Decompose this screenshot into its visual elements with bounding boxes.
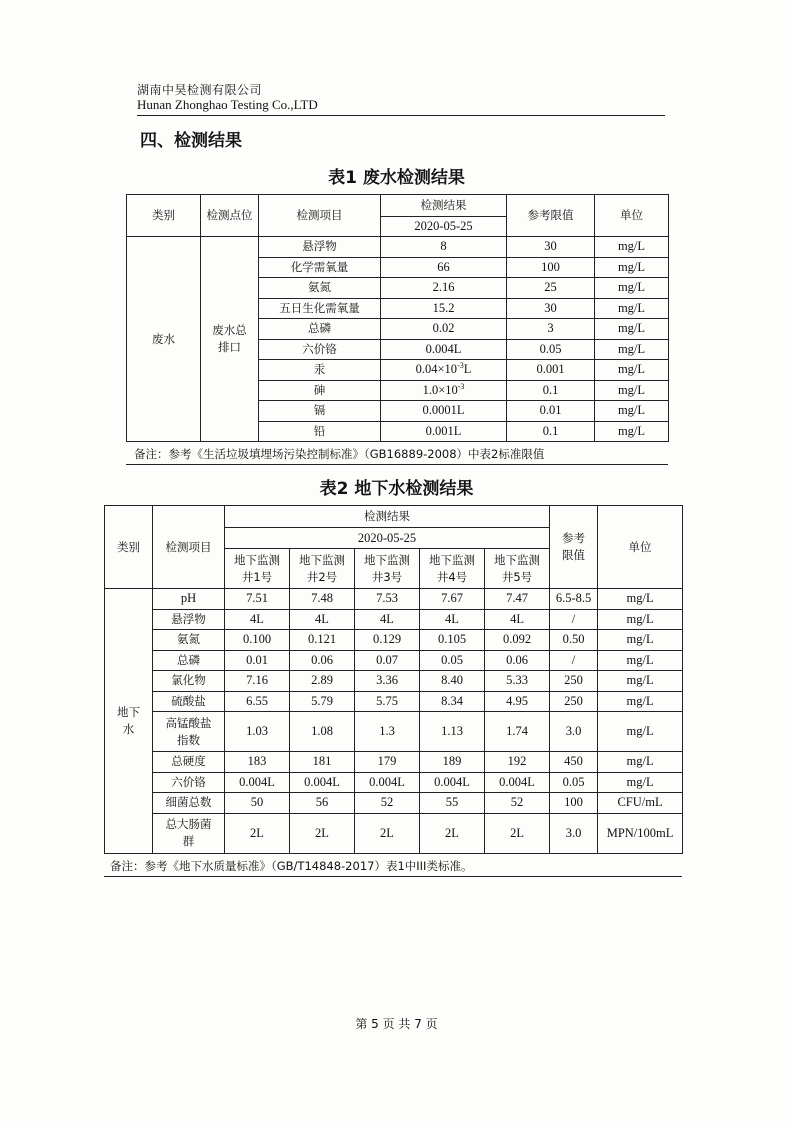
unit-cell: CFU/mL xyxy=(598,793,683,814)
value-cell: 0.004L xyxy=(420,772,485,793)
unit-cell: mg/L xyxy=(595,380,669,401)
limit-cell: 250 xyxy=(550,691,598,712)
table-row xyxy=(105,752,683,773)
unit-cell: mg/L xyxy=(595,339,669,360)
point-cell: 废水总排口 xyxy=(201,237,259,442)
value-cell: 0.001L xyxy=(381,421,507,442)
limit-cell: 3 xyxy=(507,319,595,340)
header-well-5: 地下监测井5号 xyxy=(485,549,550,589)
value-cell: 0.092 xyxy=(485,630,550,651)
value-cell: 50 xyxy=(225,793,290,814)
unit-cell: MPN/100mL xyxy=(598,813,683,853)
value-cell: 1.74 xyxy=(485,712,550,752)
unit-cell: mg/L xyxy=(595,278,669,299)
value-cell: 7.53 xyxy=(355,589,420,610)
value-cell: 2.16 xyxy=(381,278,507,299)
value-base: 1.0×10 xyxy=(422,382,458,397)
unit-cell: mg/L xyxy=(595,237,669,258)
value-cell: 56 xyxy=(290,793,355,814)
value-cell: 2L xyxy=(225,813,290,853)
page-number: 第 5 页 共 7 页 xyxy=(355,1017,438,1031)
company-name-en: Hunan Zhonghao Testing Co.,LTD xyxy=(137,97,318,112)
wastewater-results-table xyxy=(126,194,669,442)
header-result: 检测结果 xyxy=(225,506,550,528)
value-cell: 52 xyxy=(355,793,420,814)
value-cell: 189 xyxy=(420,752,485,773)
item-cell: 六价铬 xyxy=(153,772,225,793)
value-cell: 1.13 xyxy=(420,712,485,752)
header-well-2: 地下监测井2号 xyxy=(290,549,355,589)
value-cell: 0.05 xyxy=(420,650,485,671)
table-row xyxy=(105,691,683,712)
value-cell: 0.004L xyxy=(290,772,355,793)
limit-cell: 0.001 xyxy=(507,360,595,381)
value-cell: 2.89 xyxy=(290,671,355,692)
limit-cell: 0.05 xyxy=(507,339,595,360)
item-cell: 铅 xyxy=(259,421,381,442)
value-cell: 8.34 xyxy=(420,691,485,712)
header-divider xyxy=(137,115,665,116)
value-exponent: -3 xyxy=(457,381,465,391)
limit-cell: 25 xyxy=(507,278,595,299)
value-suffix: L xyxy=(463,362,472,377)
header-item: 检测项目 xyxy=(153,506,225,589)
table1-title: 表1 废水检测结果 xyxy=(328,168,465,188)
value-cell: 55 xyxy=(420,793,485,814)
limit-cell: / xyxy=(550,650,598,671)
value-cell: 0.06 xyxy=(290,650,355,671)
header-unit: 单位 xyxy=(598,506,683,589)
header-category: 类别 xyxy=(127,195,201,237)
limit-cell: 30 xyxy=(507,298,595,319)
value-cell: 8.40 xyxy=(420,671,485,692)
item-cell: 砷 xyxy=(259,380,381,401)
value-cell: 8 xyxy=(381,237,507,258)
item-cell: 镉 xyxy=(259,401,381,422)
value-cell: 7.47 xyxy=(485,589,550,610)
value-cell: 192 xyxy=(485,752,550,773)
header-limit: 参考限值 xyxy=(507,195,595,237)
header-unit: 单位 xyxy=(595,195,669,237)
value-base: 0.04×10 xyxy=(415,362,458,377)
category-cell: 地下水 xyxy=(105,589,153,854)
item-cell: 氨氮 xyxy=(259,278,381,299)
item-cell: 六价铬 xyxy=(259,339,381,360)
unit-cell: mg/L xyxy=(598,671,683,692)
value-cell: 2L xyxy=(420,813,485,853)
unit-cell: mg/L xyxy=(595,360,669,381)
value-cell: 0.100 xyxy=(225,630,290,651)
item-cell: 汞 xyxy=(259,360,381,381)
table-row xyxy=(105,712,683,752)
limit-cell: 250 xyxy=(550,671,598,692)
value-cell: 0.004L xyxy=(381,339,507,360)
item-cell: 总磷 xyxy=(153,650,225,671)
item-cell: pH xyxy=(153,589,225,610)
unit-cell: mg/L xyxy=(598,712,683,752)
item-cell: 高锰酸盐指数 xyxy=(153,712,225,752)
item-cell: 化学需氧量 xyxy=(259,257,381,278)
unit-cell: mg/L xyxy=(598,772,683,793)
value-cell: 0.0001L xyxy=(381,401,507,422)
value-cell: 183 xyxy=(225,752,290,773)
table-row xyxy=(105,772,683,793)
item-cell: 悬浮物 xyxy=(153,609,225,630)
unit-cell: mg/L xyxy=(598,630,683,651)
item-cell: 氨氮 xyxy=(153,630,225,651)
limit-cell: 0.1 xyxy=(507,380,595,401)
table1-note-divider xyxy=(126,464,668,465)
unit-cell: mg/L xyxy=(595,319,669,340)
limit-cell: 0.01 xyxy=(507,401,595,422)
company-name-cn: 湖南中昊检测有限公司 xyxy=(137,83,263,97)
item-cell: 硫酸盐 xyxy=(153,691,225,712)
limit-cell: 0.05 xyxy=(550,772,598,793)
limit-cell: 450 xyxy=(550,752,598,773)
table-row xyxy=(105,793,683,814)
limit-cell: 3.0 xyxy=(550,712,598,752)
value-cell: 4L xyxy=(420,609,485,630)
value-cell: 0.129 xyxy=(355,630,420,651)
header-result: 检测结果 xyxy=(381,195,507,217)
unit-cell: mg/L xyxy=(598,650,683,671)
value-cell: 0.06 xyxy=(485,650,550,671)
value-cell: 4L xyxy=(290,609,355,630)
value-cell: 0.004L xyxy=(355,772,420,793)
value-cell: 5.79 xyxy=(290,691,355,712)
value-cell: 0.105 xyxy=(420,630,485,651)
category-cell: 废水 xyxy=(127,237,201,442)
item-cell: 总大肠菌群 xyxy=(153,813,225,853)
item-cell: 悬浮物 xyxy=(259,237,381,258)
value-cell xyxy=(381,360,507,381)
value-cell: 4.95 xyxy=(485,691,550,712)
item-cell: 五日生化需氧量 xyxy=(259,298,381,319)
table-row xyxy=(105,650,683,671)
value-exponent: -3 xyxy=(457,361,464,371)
limit-cell: 6.5-8.5 xyxy=(550,589,598,610)
value-cell: 2L xyxy=(485,813,550,853)
value-cell: 15.2 xyxy=(381,298,507,319)
table-row xyxy=(105,609,683,630)
unit-cell: mg/L xyxy=(598,691,683,712)
item-cell: 总硬度 xyxy=(153,752,225,773)
table-row xyxy=(105,671,683,692)
value-cell: 0.02 xyxy=(381,319,507,340)
item-cell: 总磷 xyxy=(259,319,381,340)
header-date: 2020-05-25 xyxy=(225,528,550,549)
table-row xyxy=(105,813,683,853)
limit-cell: 0.50 xyxy=(550,630,598,651)
unit-cell: mg/L xyxy=(595,298,669,319)
value-cell: 7.51 xyxy=(225,589,290,610)
value-cell: 0.121 xyxy=(290,630,355,651)
header-well-1: 地下监测井1号 xyxy=(225,549,290,589)
limit-cell: / xyxy=(550,609,598,630)
unit-cell: mg/L xyxy=(595,257,669,278)
header-limit: 参考限值 xyxy=(550,506,598,589)
header-well-4: 地下监测井4号 xyxy=(420,549,485,589)
value-cell: 7.48 xyxy=(290,589,355,610)
header-category: 类别 xyxy=(105,506,153,589)
value-cell: 4L xyxy=(225,609,290,630)
table2-title: 表2 地下水检测结果 xyxy=(319,479,474,499)
limit-cell: 3.0 xyxy=(550,813,598,853)
limit-cell: 100 xyxy=(507,257,595,278)
unit-cell: mg/L xyxy=(598,752,683,773)
header-well-3: 地下监测井3号 xyxy=(355,549,420,589)
value-cell: 1.03 xyxy=(225,712,290,752)
value-cell: 1.3 xyxy=(355,712,420,752)
value-cell: 4L xyxy=(355,609,420,630)
value-cell: 0.004L xyxy=(485,772,550,793)
section-title: 四、检测结果 xyxy=(140,131,242,151)
unit-cell: mg/L xyxy=(598,589,683,610)
limit-cell: 100 xyxy=(550,793,598,814)
value-cell: 4L xyxy=(485,609,550,630)
value-cell: 2L xyxy=(355,813,420,853)
value-cell: 1.08 xyxy=(290,712,355,752)
limit-cell: 0.1 xyxy=(507,421,595,442)
value-cell: 2L xyxy=(290,813,355,853)
value-cell: 0.004L xyxy=(225,772,290,793)
value-cell: 179 xyxy=(355,752,420,773)
header-item: 检测项目 xyxy=(259,195,381,237)
value-cell xyxy=(381,380,507,401)
limit-cell: 30 xyxy=(507,237,595,258)
value-cell: 7.67 xyxy=(420,589,485,610)
value-cell: 52 xyxy=(485,793,550,814)
unit-cell: mg/L xyxy=(598,609,683,630)
value-cell: 3.36 xyxy=(355,671,420,692)
table2-note: 备注：参考《地下水质量标准》（GB/T14848-2017）表1中III类标准。 xyxy=(110,859,473,873)
table-row xyxy=(127,237,669,258)
table-row xyxy=(105,630,683,651)
groundwater-results-table xyxy=(104,505,683,854)
value-cell: 5.33 xyxy=(485,671,550,692)
unit-cell: mg/L xyxy=(595,421,669,442)
value-cell: 6.55 xyxy=(225,691,290,712)
table2-note-divider xyxy=(104,876,682,877)
item-cell: 细菌总数 xyxy=(153,793,225,814)
value-cell: 5.75 xyxy=(355,691,420,712)
item-cell: 氯化物 xyxy=(153,671,225,692)
table-row xyxy=(105,589,683,610)
value-cell: 66 xyxy=(381,257,507,278)
unit-cell: mg/L xyxy=(595,401,669,422)
value-cell: 0.07 xyxy=(355,650,420,671)
header-date: 2020-05-25 xyxy=(381,217,507,237)
value-cell: 7.16 xyxy=(225,671,290,692)
header-point: 检测点位 xyxy=(201,195,259,237)
value-cell: 0.01 xyxy=(225,650,290,671)
value-cell: 181 xyxy=(290,752,355,773)
table1-note: 备注：参考《生活垃圾填埋场污染控制标准》（GB16889-2008）中表2标准限值 xyxy=(134,447,545,461)
